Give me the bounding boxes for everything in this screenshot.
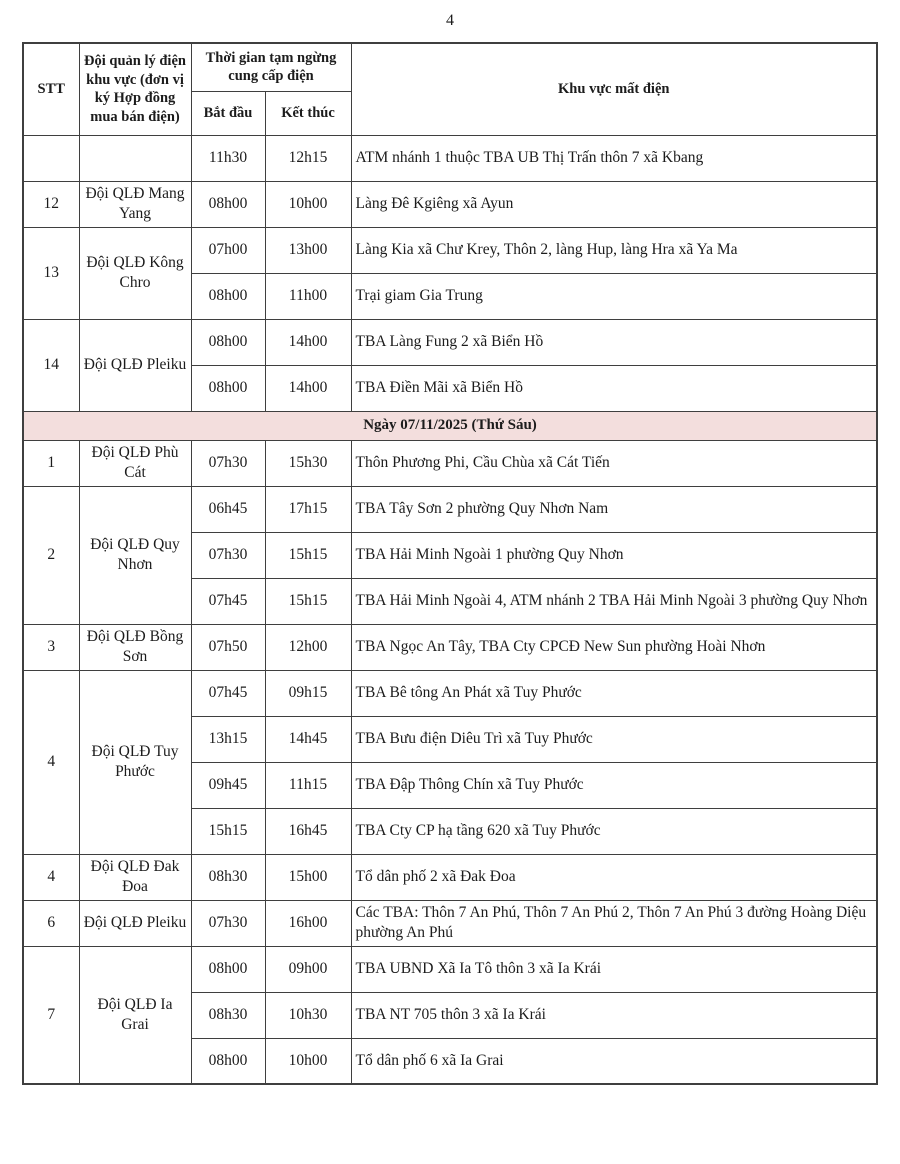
table-row bbox=[23, 486, 877, 532]
area-cell: TBA Làng Fung 2 xã Biển Hồ bbox=[351, 319, 877, 365]
header-time: Thời gian tạm ngừng cung cấp điện bbox=[191, 43, 351, 91]
end-time-cell: 09h15 bbox=[265, 670, 351, 716]
table-row bbox=[23, 946, 877, 992]
table-row bbox=[23, 900, 877, 946]
end-time-cell: 15h15 bbox=[265, 578, 351, 624]
area-cell: TBA Đập Thông Chín xã Tuy Phước bbox=[351, 762, 877, 808]
end-time-cell: 17h15 bbox=[265, 486, 351, 532]
area-cell: Làng Kia xã Chư Krey, Thôn 2, làng Hup, làng Hra xã Ya Ma bbox=[351, 227, 877, 273]
end-time-cell: 11h00 bbox=[265, 273, 351, 319]
team-cell: Đội QLĐ Đak Đoa bbox=[79, 854, 191, 900]
area-cell: ATM nhánh 1 thuộc TBA UB Thị Trấn thôn 7 xã Kbang bbox=[351, 135, 877, 181]
start-time-cell: 07h30 bbox=[191, 440, 265, 486]
end-time-cell: 15h15 bbox=[265, 532, 351, 578]
table-row bbox=[23, 440, 877, 486]
area-cell: TBA Tây Sơn 2 phường Quy Nhơn Nam bbox=[351, 486, 877, 532]
end-time-cell: 13h00 bbox=[265, 227, 351, 273]
end-time-cell: 14h45 bbox=[265, 716, 351, 762]
start-time-cell: 08h00 bbox=[191, 273, 265, 319]
start-time-cell: 07h30 bbox=[191, 900, 265, 946]
table-row bbox=[23, 854, 877, 900]
date-separator-label: Ngày 07/11/2025 (Thứ Sáu) bbox=[23, 411, 877, 440]
start-time-cell: 08h00 bbox=[191, 365, 265, 411]
stt-cell: 2 bbox=[23, 486, 79, 624]
start-time-cell: 08h00 bbox=[191, 319, 265, 365]
start-time-cell: 08h30 bbox=[191, 854, 265, 900]
start-time-cell: 09h45 bbox=[191, 762, 265, 808]
stt-cell: 13 bbox=[23, 227, 79, 319]
start-time-cell: 07h00 bbox=[191, 227, 265, 273]
date-separator-row bbox=[23, 411, 877, 440]
team-cell bbox=[79, 135, 191, 181]
end-time-cell: 10h30 bbox=[265, 992, 351, 1038]
stt-cell: 3 bbox=[23, 624, 79, 670]
start-time-cell: 08h30 bbox=[191, 992, 265, 1038]
area-cell: Tổ dân phố 6 xã Ia Grai bbox=[351, 1038, 877, 1084]
start-time-cell: 07h45 bbox=[191, 578, 265, 624]
end-time-cell: 16h00 bbox=[265, 900, 351, 946]
end-time-cell: 12h00 bbox=[265, 624, 351, 670]
start-time-cell: 11h30 bbox=[191, 135, 265, 181]
team-cell: Đội QLĐ Pleiku bbox=[79, 900, 191, 946]
start-time-cell: 06h45 bbox=[191, 486, 265, 532]
team-cell: Đội QLĐ Bồng Sơn bbox=[79, 624, 191, 670]
end-time-cell: 10h00 bbox=[265, 181, 351, 227]
table-row bbox=[23, 181, 877, 227]
end-time-cell: 09h00 bbox=[265, 946, 351, 992]
start-time-cell: 13h15 bbox=[191, 716, 265, 762]
stt-cell: 7 bbox=[23, 946, 79, 1084]
page-number: 4 bbox=[446, 12, 454, 29]
end-time-cell: 12h15 bbox=[265, 135, 351, 181]
table-row bbox=[23, 624, 877, 670]
header-start-time: Bắt đầu bbox=[191, 91, 265, 135]
team-cell: Đội QLĐ Kông Chro bbox=[79, 227, 191, 319]
stt-cell: 4 bbox=[23, 670, 79, 854]
start-time-cell: 08h00 bbox=[191, 181, 265, 227]
area-cell: Làng Đê Kgiêng xã Ayun bbox=[351, 181, 877, 227]
start-time-cell: 15h15 bbox=[191, 808, 265, 854]
stt-cell: 12 bbox=[23, 181, 79, 227]
area-cell: TBA Bưu điện Diêu Trì xã Tuy Phước bbox=[351, 716, 877, 762]
area-cell: Các TBA: Thôn 7 An Phú, Thôn 7 An Phú 2, Thôn 7 An Phú 3 đường Hoàng Diệu phường An Phú bbox=[351, 900, 877, 946]
area-cell: Thôn Phương Phi, Cầu Chùa xã Cát Tiến bbox=[351, 440, 877, 486]
area-cell: TBA Ngọc An Tây, TBA Cty CPCĐ New Sun phường Hoài Nhơn bbox=[351, 624, 877, 670]
stt-cell: 14 bbox=[23, 319, 79, 411]
outage-schedule-table bbox=[22, 42, 878, 1085]
area-cell: TBA Điền Mãi xã Biển Hồ bbox=[351, 365, 877, 411]
table-row bbox=[23, 670, 877, 716]
team-cell: Đội QLĐ Mang Yang bbox=[79, 181, 191, 227]
end-time-cell: 10h00 bbox=[265, 1038, 351, 1084]
end-time-cell: 15h00 bbox=[265, 854, 351, 900]
table-row bbox=[23, 319, 877, 365]
area-cell: Trại giam Gia Trung bbox=[351, 273, 877, 319]
start-time-cell: 07h50 bbox=[191, 624, 265, 670]
table-header bbox=[23, 43, 877, 135]
start-time-cell: 07h45 bbox=[191, 670, 265, 716]
area-cell: TBA Hải Minh Ngoài 4, ATM nhánh 2 TBA Hải Minh Ngoài 3 phường Quy Nhơn bbox=[351, 578, 877, 624]
team-cell: Đội QLĐ Phù Cát bbox=[79, 440, 191, 486]
area-cell: TBA NT 705 thôn 3 xã Ia Krái bbox=[351, 992, 877, 1038]
start-time-cell: 08h00 bbox=[191, 946, 265, 992]
stt-cell: 4 bbox=[23, 854, 79, 900]
stt-cell: 1 bbox=[23, 440, 79, 486]
stt-cell bbox=[23, 135, 79, 181]
end-time-cell: 14h00 bbox=[265, 365, 351, 411]
start-time-cell: 07h30 bbox=[191, 532, 265, 578]
header-stt: STT bbox=[23, 43, 79, 135]
table-row bbox=[23, 135, 877, 181]
end-time-cell: 14h00 bbox=[265, 319, 351, 365]
team-cell: Đội QLĐ Ia Grai bbox=[79, 946, 191, 1084]
header-team: Đội quản lý điện khu vực (đơn vị ký Hợp đồng mua bán điện) bbox=[79, 43, 191, 135]
area-cell: TBA Bê tông An Phát xã Tuy Phước bbox=[351, 670, 877, 716]
end-time-cell: 15h30 bbox=[265, 440, 351, 486]
team-cell: Đội QLĐ Quy Nhơn bbox=[79, 486, 191, 624]
team-cell: Đội QLĐ Tuy Phước bbox=[79, 670, 191, 854]
area-cell: TBA Cty CP hạ tầng 620 xã Tuy Phước bbox=[351, 808, 877, 854]
table-row bbox=[23, 227, 877, 273]
team-cell: Đội QLĐ Pleiku bbox=[79, 319, 191, 411]
header-area: Khu vực mất điện bbox=[351, 43, 877, 135]
end-time-cell: 16h45 bbox=[265, 808, 351, 854]
header-end-time: Kết thúc bbox=[265, 91, 351, 135]
area-cell: TBA Hải Minh Ngoài 1 phường Quy Nhơn bbox=[351, 532, 877, 578]
start-time-cell: 08h00 bbox=[191, 1038, 265, 1084]
stt-cell: 6 bbox=[23, 900, 79, 946]
outage-table-body bbox=[23, 135, 877, 1084]
area-cell: Tổ dân phố 2 xã Đak Đoa bbox=[351, 854, 877, 900]
area-cell: TBA UBND Xã Ia Tô thôn 3 xã Ia Krái bbox=[351, 946, 877, 992]
end-time-cell: 11h15 bbox=[265, 762, 351, 808]
